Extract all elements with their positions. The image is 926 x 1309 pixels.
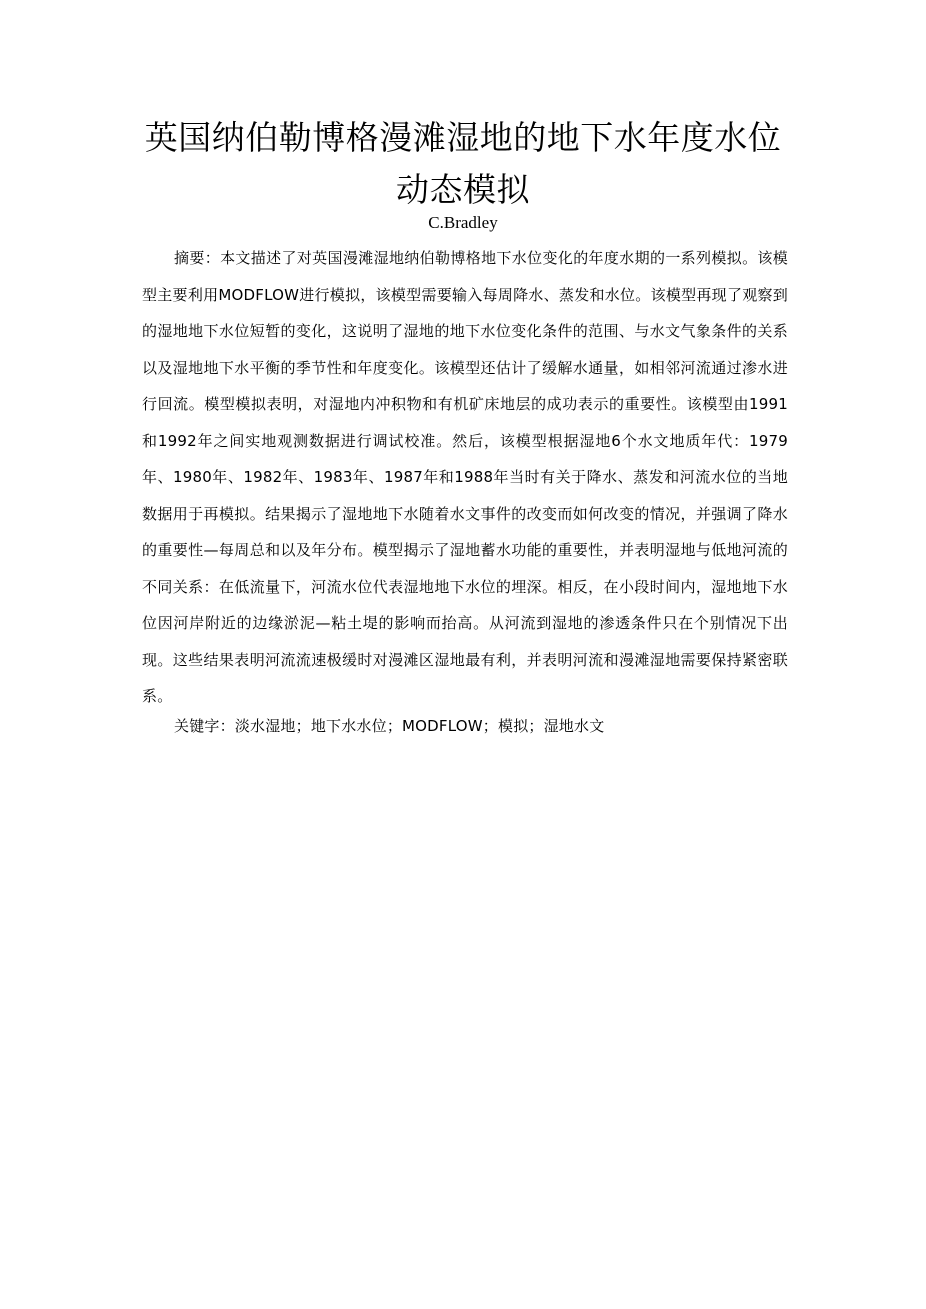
- abstract-paragraph: [142, 240, 788, 715]
- keywords-paragraph: [142, 708, 788, 744]
- paper-title: 英国纳伯勒博格漫滩湿地的地下水年度水位动态模拟: [144, 118, 782, 209]
- abstract-text: 本文描述了对英国漫滩湿地纳伯勒博格地下水位变化的年度水期的一系列模拟。该模型主要利用MODFLOW进行模拟，该模型需要输入每周降水、蒸发和水位。该模型再现了观察到的湿地地下水位短暂的变化，这说明了湿地的地下水位变化条件的范围、与水文气象条件的关系以及湿地地下水平衡的季节性和年度变化。该模型还估计了缓解水通量，如相邻河流通过渗水进行回流。模型模拟表明，对湿地内冲积物和有机矿床地层的成功表示的重要性。该模型由1991和1992年之间实地观测数据进行调试校准。然后，该模型根据湿地6个水文地质年代：1979年、1980年、1982年、1983年、1987年和1988年当时有关于降水、蒸发和河流水位的当地数据用于再模拟。结果揭示了湿地地下水随着水文事件的改变而如何改变的情况，并强调了降水的重要性—每周总和以及年分布。模型揭示了湿地蓄水功能的重要性，并表明湿地与低地河流的不同关系：在低流量下，河流水位代表湿地地下水位的埋深。相反，在小段时间内，湿地地下水位因河岸附近的边缘淤泥—粘土堤的影响而抬高。从河流到湿地的渗透条件只在个别情况下出现。这些结果表明河流流速极缓时对漫滩区湿地最有利，并表明河流和漫滩湿地需要保持紧密联系。: [142, 249, 788, 705]
- abstract-label: 摘要：: [174, 249, 221, 267]
- paper-author: C.Bradley: [428, 213, 498, 232]
- keywords-text: 淡水湿地；地下水水位；MODFLOW；模拟；湿地水文: [234, 717, 605, 735]
- keywords-label: 关键字：: [174, 717, 235, 735]
